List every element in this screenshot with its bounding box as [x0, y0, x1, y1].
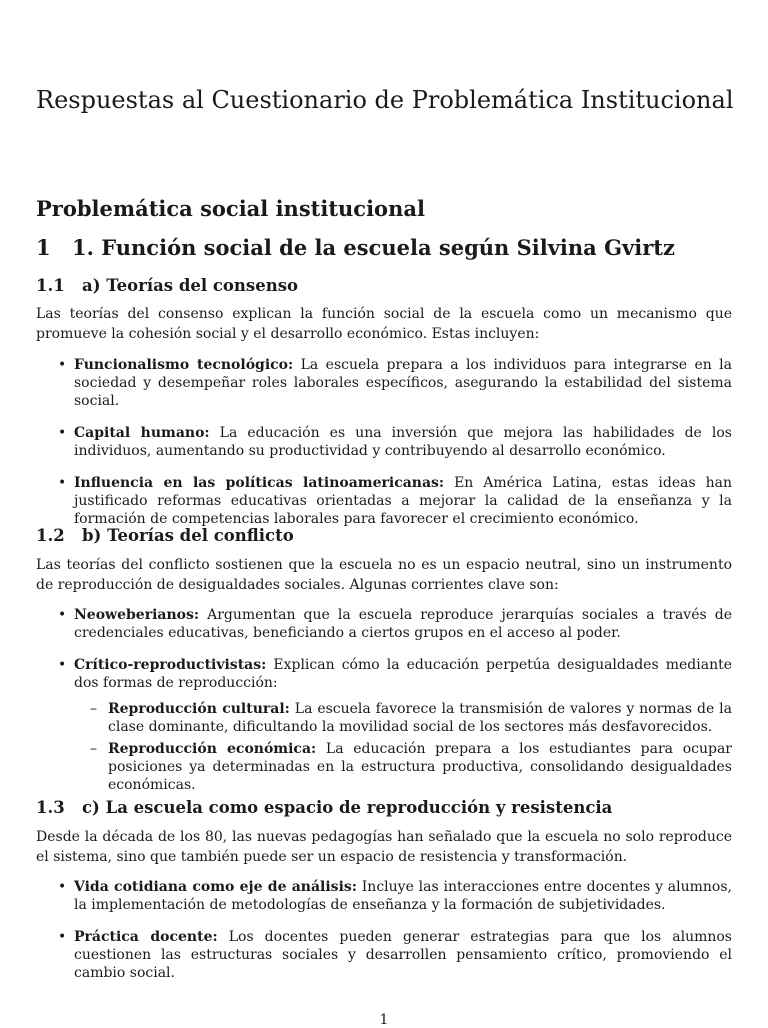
- subsection-1-1-list: [36, 356, 732, 540]
- list-item: [36, 424, 732, 460]
- subsection-number: 1.3: [36, 798, 65, 817]
- bullet-icon: •: [58, 657, 67, 673]
- document-title: Respuestas al Cuestionario de Problemática Institucional: [36, 86, 734, 114]
- item-text: La escuela favorece la transmisión de valores y normas de la clase dominante, dificultando la movilidad social de los sectores más desfavorecidos.: [108, 701, 732, 735]
- item-text: En América Latina, estas ideas han justificado reformas educativas orientadas a mejorar la calidad de la enseñanza y la formación de competencias laborales para favorecer el crecimiento económico.: [74, 475, 732, 527]
- subsection-title: c) La escuela como espacio de reproducción y resistencia: [82, 798, 613, 817]
- item-text: Incluye las interacciones entre docentes y alumnos, la implementación de metodologías de enseñanza y la formación de subjetividades.: [74, 879, 732, 913]
- item-label: Capital humano:: [74, 425, 210, 441]
- section-1-title: 1. Función social de la escuela según Silvina Gvirtz: [72, 235, 675, 260]
- nested-list-item: [74, 740, 732, 794]
- item-label: Reproducción cultural:: [108, 701, 290, 717]
- nested-list: [74, 700, 732, 794]
- item-text: Explican cómo la educación perpetúa desigualdades mediante dos formas de reproducción:: [74, 657, 733, 691]
- bullet-icon: •: [58, 929, 67, 945]
- item-label: Vida cotidiana como eje de análisis:: [74, 879, 357, 895]
- list-item: [36, 928, 732, 982]
- list-item: [36, 356, 732, 410]
- subsection-1-2-intro: Las teorías del conflicto sostienen que la escuela no es un espacio neutral, sino un instrumento de reproducción de desigualdades sociales. Algunas corrientes clave son:: [36, 557, 732, 593]
- item-text: Argumentan que la escuela reproduce jerarquías sociales a través de credenciales educativas, beneficiando a ciertos grupos en el acceso al poder.: [74, 607, 733, 641]
- item-label: Influencia en las políticas latinoamericanas:: [74, 475, 445, 491]
- page-number: 1: [379, 1012, 389, 1028]
- section-1-heading: [36, 233, 675, 263]
- item-text: La escuela prepara a los individuos para integrarse en la sociedad y desempeñar roles laborales específicos, asegurando la estabilidad del sistema social.: [74, 357, 733, 409]
- item-label: Práctica docente:: [74, 929, 218, 945]
- nested-list-item: [74, 700, 732, 736]
- subsection-1-2-list: [36, 606, 732, 806]
- subsection-1-1-heading: [36, 274, 298, 298]
- list-item: [36, 606, 732, 642]
- dash-marker: –: [90, 701, 97, 717]
- subsection-1-1-intro: Las teorías del consenso explican la función social de la escuela como un mecanismo que promueve la cohesión social y el desarrollo económico. Estas incluyen:: [36, 306, 732, 342]
- subsection-title: b) Teorías del conflicto: [82, 526, 294, 545]
- item-text: La educación es una inversión que mejora las habilidades de los individuos, aumentando su productividad y contribuyendo al desarrollo económico.: [74, 425, 732, 459]
- subsection-1-2-heading: [36, 524, 294, 548]
- item-label: Neoweberianos:: [74, 607, 200, 623]
- list-item: [36, 878, 732, 914]
- item-text: Los docentes pueden generar estrategias para que los alumnos cuestionen las estructuras sociales y desarrollen pensamiento crítico, promoviendo el cambio social.: [74, 929, 732, 981]
- bullet-icon: •: [58, 357, 67, 373]
- list-item: [36, 474, 732, 528]
- bullet-icon: •: [58, 607, 67, 623]
- item-text: La educación prepara a los estudiantes para ocupar posiciones ya determinadas en la estructura productiva, consolidando desigualdades económicas.: [108, 741, 732, 793]
- subsection-1-3-intro: Desde la década de los 80, las nuevas pedagogías han señalado que la escuela no solo reproduce el sistema, sino que también puede ser un espacio de resistencia y transformación.: [36, 829, 732, 865]
- subsection-1-3-list: [36, 878, 732, 994]
- subsection-1-3-heading: [36, 796, 612, 820]
- subsection-number: 1.1: [36, 276, 65, 295]
- bullet-icon: •: [58, 425, 67, 441]
- bullet-icon: •: [58, 475, 67, 491]
- list-item: [36, 656, 732, 794]
- subsection-title: a) Teorías del consenso: [82, 276, 298, 295]
- item-label: Funcionalismo tecnológico:: [74, 357, 294, 373]
- item-label: Reproducción económica:: [108, 741, 317, 757]
- dash-marker: –: [90, 741, 97, 757]
- item-label: Crítico-reproductivistas:: [74, 657, 267, 673]
- section-1-number: 1: [36, 235, 51, 260]
- subsection-number: 1.2: [36, 526, 65, 545]
- bullet-icon: •: [58, 879, 67, 895]
- section-heading: Problemática social institucional: [36, 196, 425, 221]
